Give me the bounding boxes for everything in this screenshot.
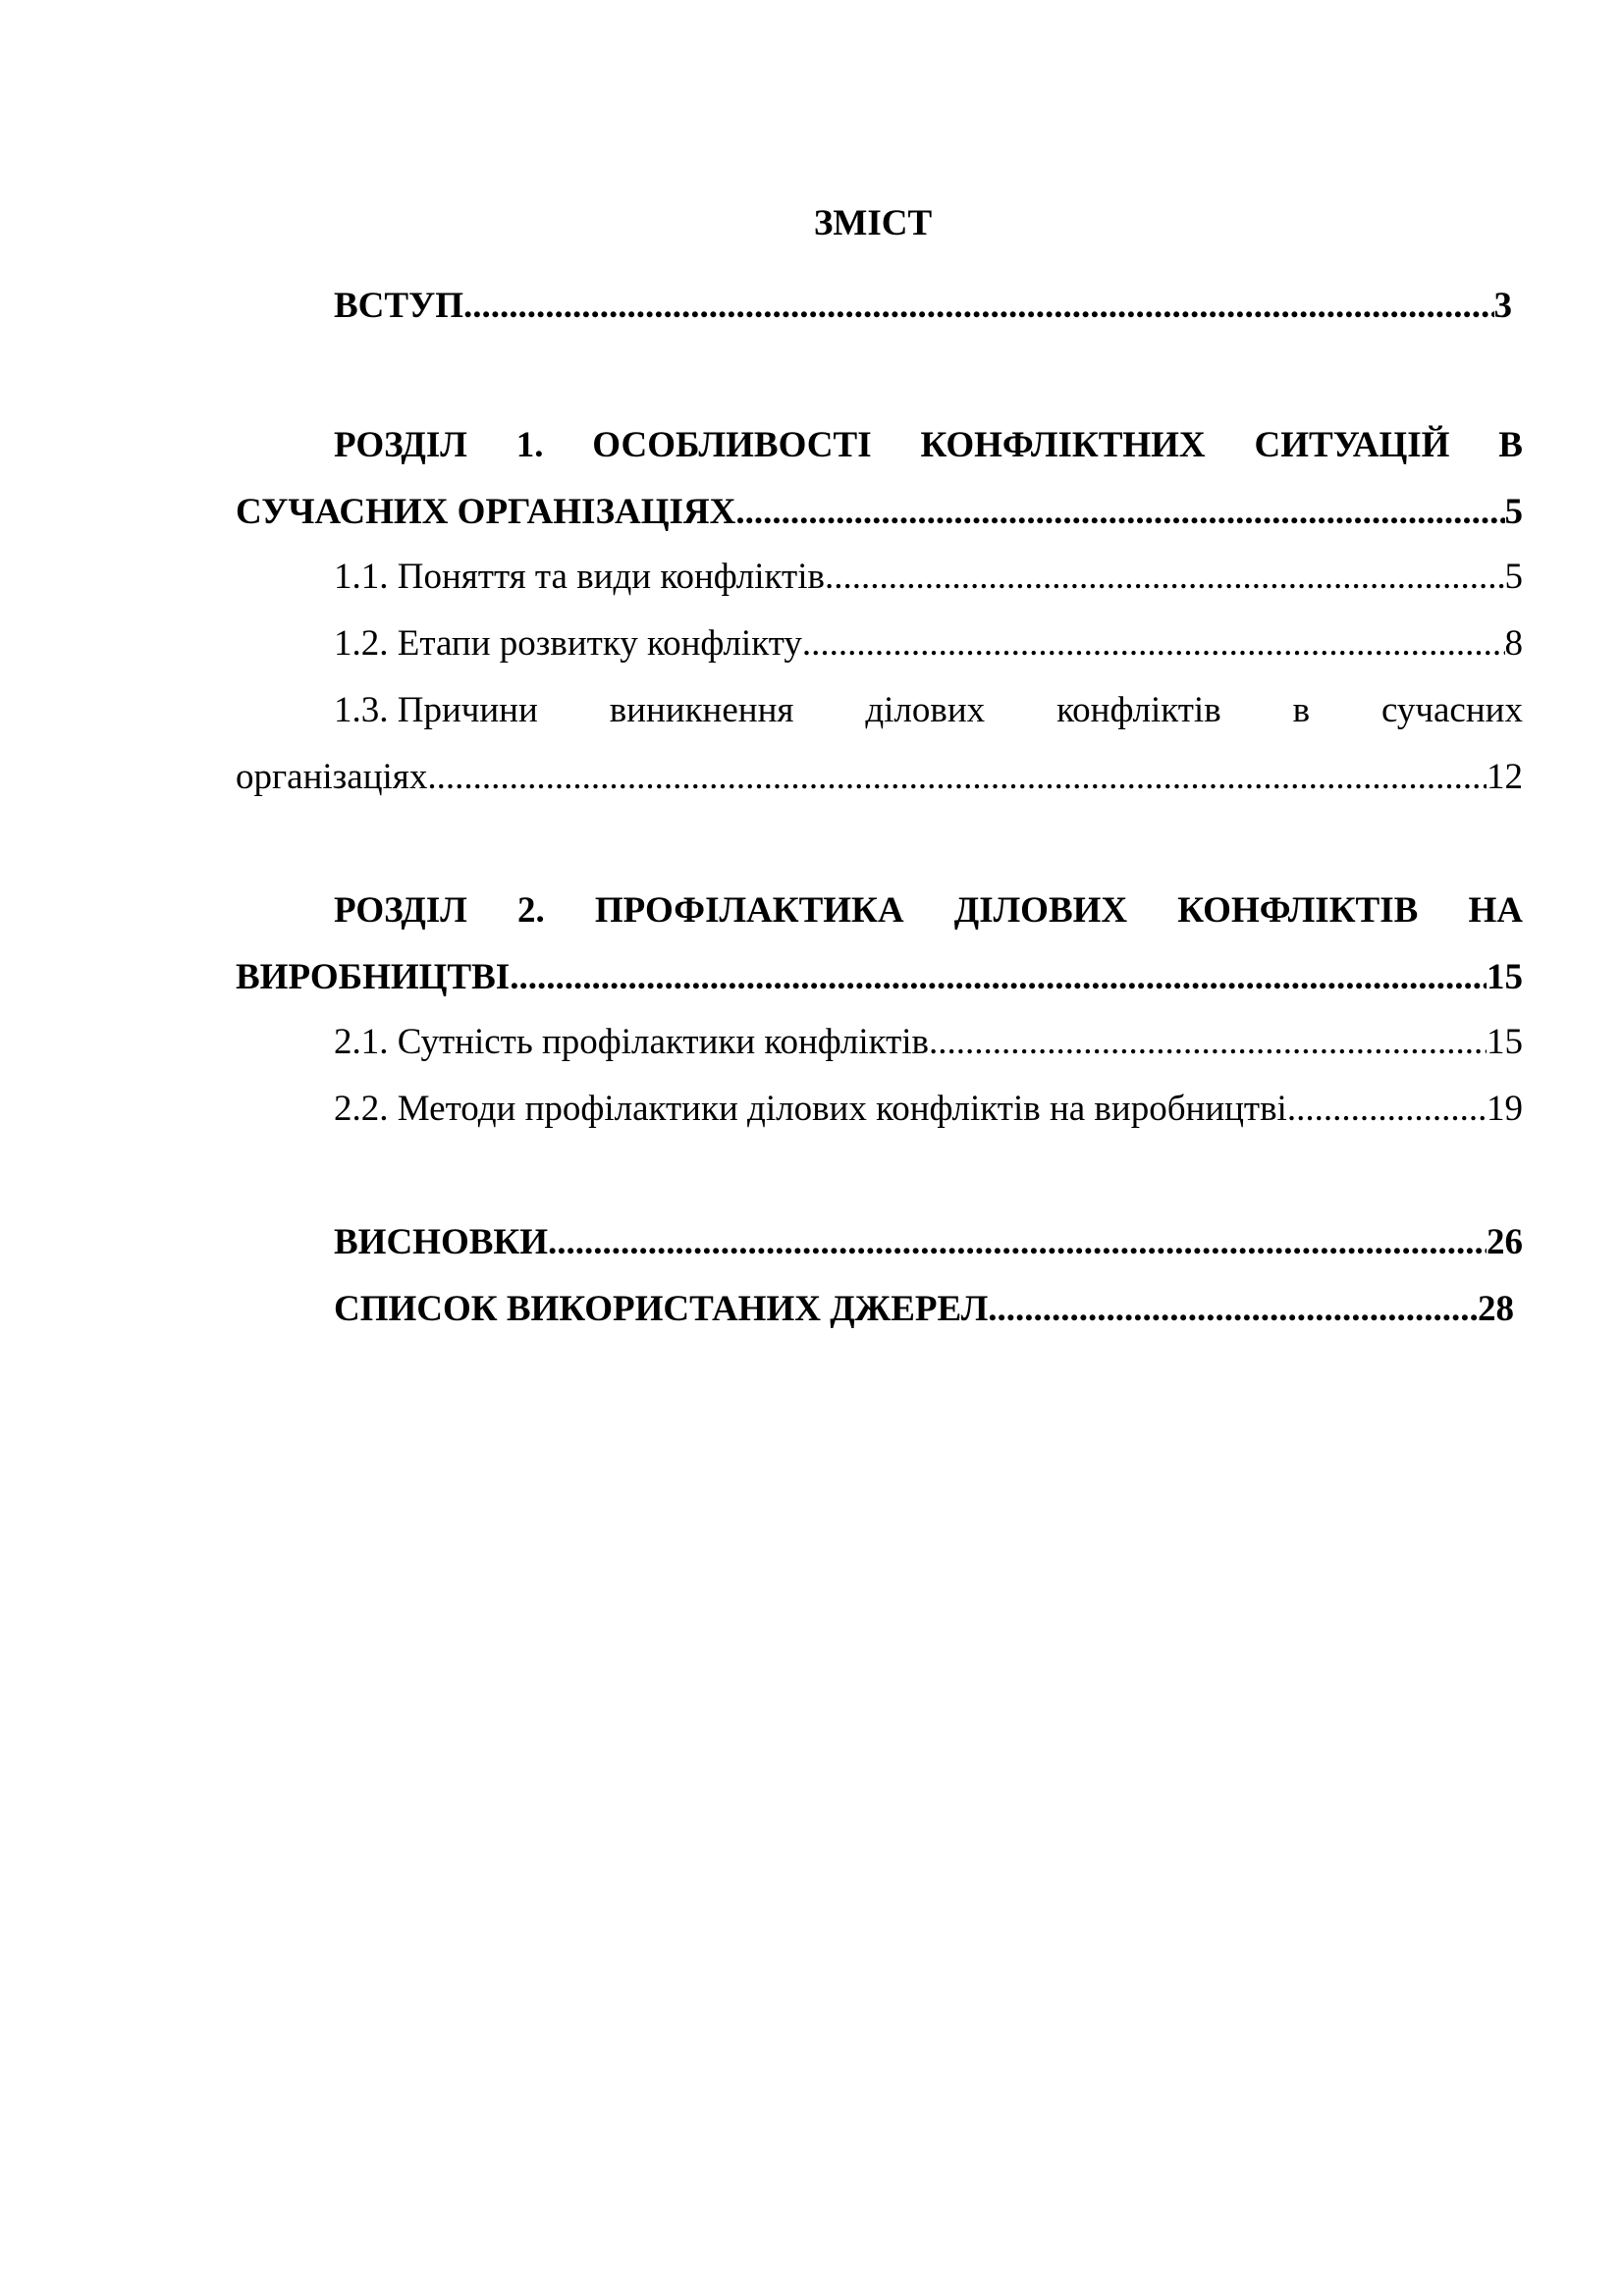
toc-word: ПРОФІЛАКТИКА bbox=[594, 890, 904, 931]
toc-entry-text: 2.2. Методи профілактики ділових конфліктів на виробництві bbox=[334, 1089, 1287, 1129]
toc-entry-text: ВИРОБНИЦТВІ bbox=[236, 957, 511, 997]
toc-word: конфліктів bbox=[1056, 690, 1221, 730]
dot-leader bbox=[510, 948, 1487, 1007]
toc-entry-2-2 bbox=[334, 1080, 1523, 1139]
dot-leader bbox=[802, 614, 1505, 673]
toc-title: ЗМІСТ bbox=[813, 203, 933, 243]
dot-leader bbox=[988, 1280, 1478, 1339]
toc-word: НА bbox=[1468, 890, 1523, 931]
dot-leader bbox=[1287, 1080, 1487, 1139]
toc-word: виникнення bbox=[609, 690, 794, 730]
toc-entry-section1-line2 bbox=[236, 483, 1523, 542]
toc-word: сучасних bbox=[1380, 690, 1523, 730]
dot-leader bbox=[548, 1213, 1487, 1272]
toc-entry-section1-line1 bbox=[334, 416, 1523, 475]
toc-entry-references bbox=[334, 1280, 1514, 1339]
toc-word: ОСОБЛИВОСТІ bbox=[592, 425, 872, 465]
toc-word: РОЗДІЛ bbox=[334, 890, 467, 931]
dot-leader bbox=[463, 277, 1493, 336]
toc-page-number: 3 bbox=[1493, 286, 1512, 326]
toc-entry-1-1 bbox=[334, 548, 1523, 607]
toc-entry-text: 1.2. Етапи розвитку конфлікту bbox=[334, 623, 802, 664]
toc-entry-text: СПИСОК ВИКОРИСТАНИХ ДЖЕРЕЛ bbox=[334, 1289, 989, 1329]
toc-entry-1-3-line1 bbox=[334, 681, 1523, 740]
toc-word: РОЗДІЛ bbox=[334, 425, 467, 465]
toc-word: ділових bbox=[865, 690, 986, 730]
toc-word: КОНФЛІКТІВ bbox=[1177, 890, 1419, 931]
dot-leader bbox=[929, 1013, 1487, 1072]
toc-entry-text: 2.1. Сутність профілактики конфліктів bbox=[334, 1022, 930, 1062]
toc-entry-text: СУЧАСНИХ ОРГАНІЗАЦІЯХ bbox=[236, 492, 736, 532]
toc-entry-text: ВИСНОВКИ bbox=[334, 1222, 549, 1262]
toc-word: ДІЛОВИХ bbox=[953, 890, 1128, 931]
toc-entry-section2-line1 bbox=[334, 881, 1523, 940]
toc-page-number: 19 bbox=[1487, 1089, 1523, 1129]
toc-page-number: 12 bbox=[1487, 757, 1523, 797]
toc-entry-text: ВСТУП bbox=[334, 286, 464, 326]
toc-word: В bbox=[1498, 425, 1523, 465]
toc-word: КОНФЛІКТНИХ bbox=[920, 425, 1206, 465]
toc-page-number: 15 bbox=[1487, 957, 1523, 997]
dot-leader bbox=[825, 548, 1505, 607]
toc-word: СИТУАЦІЙ bbox=[1254, 425, 1450, 465]
toc-entry-2-1 bbox=[334, 1013, 1523, 1072]
toc-entry-conclusions bbox=[334, 1213, 1523, 1272]
toc-page-number: 5 bbox=[1504, 492, 1523, 532]
toc-page-number: 28 bbox=[1478, 1289, 1514, 1329]
dot-leader bbox=[735, 483, 1504, 542]
toc-word: 2. bbox=[517, 890, 545, 931]
toc-entry-1-2 bbox=[334, 614, 1523, 673]
toc-entry-section2-line2 bbox=[236, 948, 1523, 1007]
toc-word: в bbox=[1292, 690, 1311, 730]
toc-word: 1.3. Причини bbox=[334, 690, 538, 730]
dot-leader bbox=[427, 748, 1487, 807]
toc-page-number: 15 bbox=[1487, 1022, 1523, 1062]
toc-entry-text: 1.1. Поняття та види конфліктів bbox=[334, 557, 825, 597]
toc-entry-intro bbox=[334, 277, 1512, 336]
toc-entry-text: організаціях bbox=[236, 757, 428, 797]
toc-word: 1. bbox=[515, 425, 544, 465]
toc-page-number: 8 bbox=[1504, 623, 1523, 664]
toc-page-number: 26 bbox=[1487, 1222, 1523, 1262]
toc-entry-1-3-line2 bbox=[236, 748, 1523, 807]
toc-page-number: 5 bbox=[1504, 557, 1523, 597]
